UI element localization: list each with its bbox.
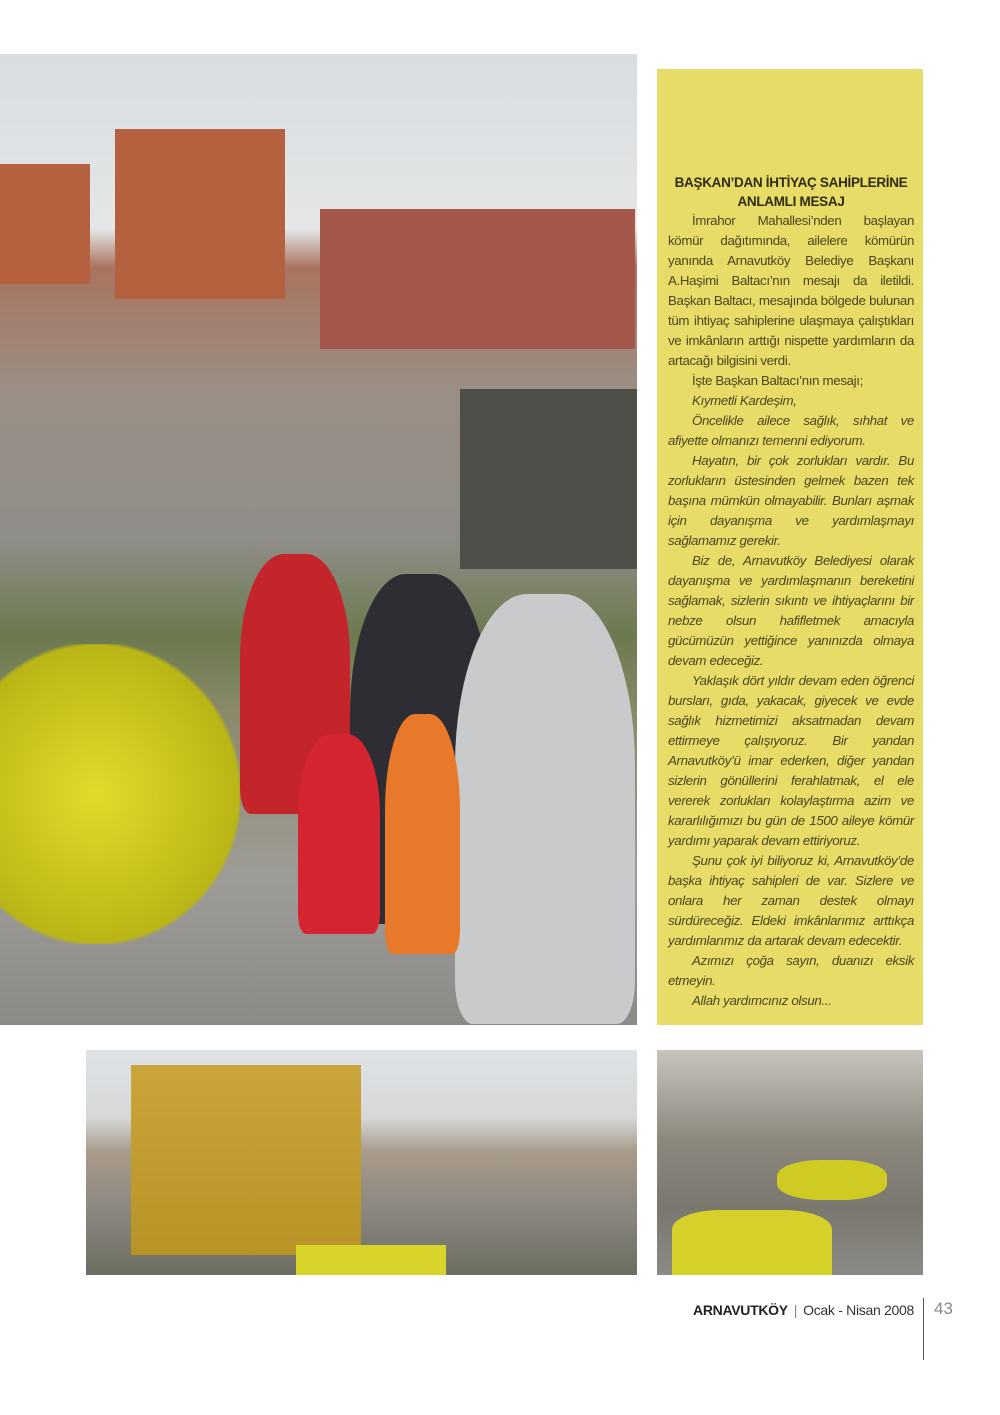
article-paragraph: Yaklaşık dört yıldır devam eden öğrenci bursları, gıda, yakacak, giyecek ve evde sağlık hizmetimizi aksatmadan devam ettirmeye çalışıyoruz. Bir yandan Arnavutköy’ü imar ederken, diğer yandan sizlerin gönüllerini ferahlatmak, el ele vererek zorlukları kolaylaştırma azim ve kararlılığımızı bu gün de 1500 aileye kömür yardımı yaparak devam ettiriyoruz. bbox=[668, 673, 914, 848]
page-footer bbox=[693, 1302, 914, 1318]
photo-coal-truck bbox=[86, 1050, 637, 1275]
footer-separator: | bbox=[793, 1302, 798, 1318]
wheelbarrow-bags bbox=[777, 1160, 887, 1200]
article-box bbox=[657, 69, 923, 1025]
article-paragraph: Azımızı çoğa sayın, duanızı eksik etmeyin. bbox=[668, 953, 914, 988]
article-paragraph: İşte Başkan Baltacı’nın mesajı; bbox=[692, 373, 863, 388]
article-headline: BAŞKAN’DAN İHTİYAÇ SAHİPLERİNE ANLAMLI MESAJ bbox=[674, 175, 908, 209]
photo-wheelbarrow-coal bbox=[657, 1050, 923, 1275]
brick-wall bbox=[0, 164, 90, 284]
issue-date: Ocak - Nisan 2008 bbox=[803, 1302, 914, 1318]
article-paragraph: Allah yardımcınız olsun... bbox=[692, 993, 832, 1008]
article-paragraph: Hayatın, bir çok zorlukları vardır. Bu zorlukların üstesinden gelmek bazen tek başına mümkün olmayabilir. Bunları aşmak için dayanışma ve yardımlaşmayı sağlamamız gerekir. bbox=[668, 453, 914, 548]
article-paragraph: İmrahor Mahallesi’nden başlayan kömür dağıtımında, ailelere kömürün yanında Arnavutköy Belediye Başkanı A.Haşimi Baltacı’nın mesajı da iletildi. Başkan Baltacı, mesajında bölgede bulunan tüm ihtiyaç sahiplerine ulaşmaya çalıştıkları ve imkânların arttığı nispette yardımların da artacağı bilgisini verdi. bbox=[668, 213, 914, 368]
article-paragraph: Öncelikle ailece sağlık, sıhhat ve afiyette olmanızı temenni ediyorum. bbox=[668, 413, 914, 448]
brick-wall bbox=[115, 129, 285, 299]
child-orange bbox=[385, 714, 460, 954]
article-paragraph: Şunu çok iyi biliyoruz ki, Arnavutköy’de başka ihtiyaç sahipleri de var. Sizlere ve onlara her zaman destek olmayı sürdüreceğiz. Eldeki imkânlarımız arttıkça yardımlarımız da artarak devam edecektir. bbox=[668, 853, 914, 948]
page-number: 43 bbox=[934, 1299, 953, 1318]
article-paragraph: Biz de, Arnavutköy Belediyesi olarak dayanışma ve yardımlaşmanın bereketini sağlamak, sizlerin sıkıntı ve ihtiyaçlarını bir nebze olsun hafifletmek amacıyla gücümüzün yettiğince yanınızda olmaya devam edeceğiz. bbox=[668, 553, 914, 668]
coal-bags bbox=[0, 644, 240, 944]
coal-bags bbox=[296, 1245, 446, 1275]
dark-wall bbox=[460, 389, 637, 569]
man-jacket bbox=[455, 594, 635, 1024]
truck bbox=[131, 1065, 361, 1255]
footer-divider bbox=[923, 1298, 924, 1360]
child-red bbox=[298, 734, 380, 934]
coal-bags bbox=[672, 1210, 832, 1275]
brick-house bbox=[320, 209, 635, 349]
article-paragraph: Kıymetli Kardeşim, bbox=[692, 393, 797, 408]
photo-coal-distribution-families bbox=[0, 54, 637, 1025]
magazine-name: ARNAVUTKÖY bbox=[693, 1302, 788, 1318]
